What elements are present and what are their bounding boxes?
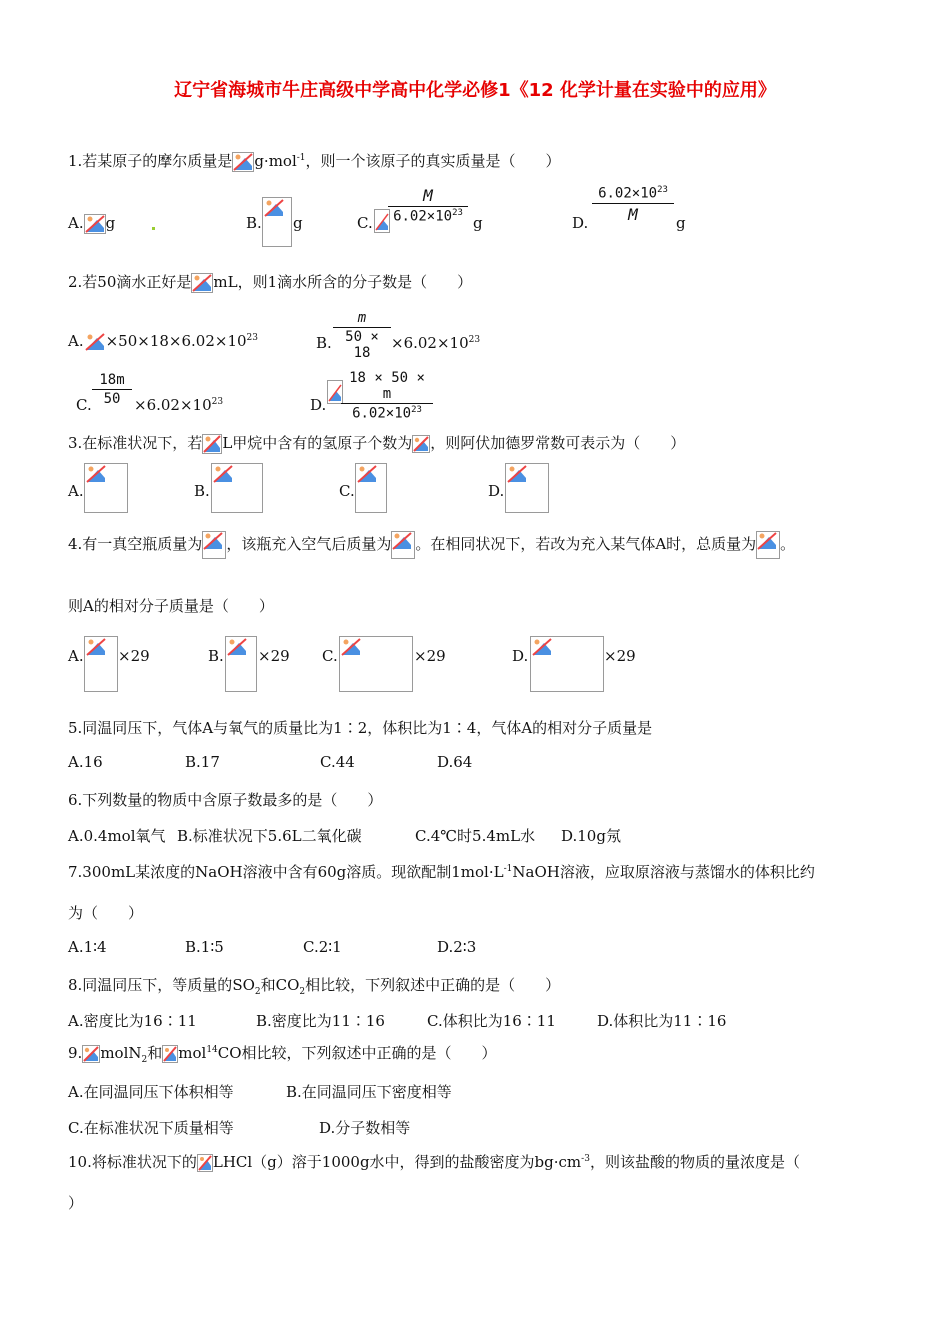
q7-option-a: A.1∶4 bbox=[68, 938, 107, 956]
q1-option-c-fraction: $\frac{M}{6.02\times 10^{23}}$ bbox=[388, 186, 468, 225]
q5-option-c: C.44 bbox=[320, 753, 355, 771]
q9-option-c: C.在标准状况下质量相等 bbox=[68, 1119, 234, 1137]
q1-option-c-unit: g bbox=[473, 214, 483, 232]
q4-option-d-label: D. bbox=[512, 647, 529, 665]
q2-option-b-fraction: $\frac{m}{50 \times 18}$ bbox=[333, 310, 391, 361]
q4-option-c-suffix: ×29 bbox=[414, 647, 446, 665]
q4-option-d-suffix: ×29 bbox=[604, 647, 636, 665]
formula-image-icon bbox=[232, 152, 254, 172]
question-8-stem: 8.同温同压下，等质量的$SO_2$和$CO_2$相比较，下列叙述中正确的是（ ） bbox=[68, 976, 561, 997]
q6-option-b: B.标准状况下5.6L二氧化碳 bbox=[177, 827, 362, 845]
q5-option-a: A.16 bbox=[68, 753, 103, 771]
q3-option-a-label: A. bbox=[68, 482, 84, 500]
question-5-stem: 5.同温同压下，气体A与氧气的质量比为1∶2，体积比为1∶4，气体A的相对分子质量是 bbox=[68, 719, 653, 737]
q5-option-d: D.64 bbox=[437, 753, 473, 771]
q8-option-b: B.密度比为11∶16 bbox=[256, 1012, 385, 1030]
q2-option-a: A. $\times 50\times 18\times 6.02\times 10^{23}$ bbox=[68, 332, 258, 350]
formula-image-icon bbox=[197, 1154, 213, 1172]
formula-image-icon bbox=[162, 1045, 178, 1063]
question-3-stem: 3.在标准状况下，若 L甲烷中含有的氢原子个数为 ，则阿伏加德罗常数可表示为（ ） bbox=[68, 434, 686, 452]
q7-option-d: D.2∶3 bbox=[437, 938, 477, 956]
question-6-stem: 6.下列数量的物质中含原子数最多的是（ ） bbox=[68, 791, 383, 809]
q2-option-c-fraction: $\frac{18m}{50}$ bbox=[92, 372, 132, 407]
question-7-stem: 7.300mL某浓度的NaOH溶液中含有60g溶质。现欲配制$1mol\cdot L^{-1}NaOH$溶液，应取原溶液与蒸馏水的体积比约 bbox=[68, 863, 815, 881]
formula-image-icon bbox=[506, 464, 528, 484]
q4-option-a-suffix: ×29 bbox=[118, 647, 150, 665]
q3-option-c-label: C. bbox=[339, 482, 355, 500]
q8-option-a: A.密度比为16∶11 bbox=[68, 1012, 197, 1030]
formula-image-icon bbox=[391, 531, 415, 559]
q2-option-c-label: C. bbox=[76, 396, 92, 414]
q2-option-d-fraction: $\frac{18 \times 50 \times m}{6.02\times 10^{23}}$ bbox=[341, 370, 433, 422]
q9-option-d: D.分子数相等 bbox=[319, 1119, 411, 1137]
formula-image-icon bbox=[356, 464, 378, 484]
q3-option-d-label: D. bbox=[488, 482, 505, 500]
formula-image-icon bbox=[85, 464, 107, 484]
formula-image-icon bbox=[226, 637, 248, 657]
formula-image-icon bbox=[263, 198, 285, 218]
q1-option-c-label: C. bbox=[357, 214, 373, 232]
document-title: 辽宁省海城市牛庄高级中学高中化学必修1《12 化学计量在实验中的应用》 bbox=[174, 80, 776, 101]
q9-option-b: B.在同温同压下密度相等 bbox=[286, 1083, 452, 1101]
q4-option-b-image bbox=[225, 636, 257, 692]
q3-option-a-image bbox=[84, 463, 128, 513]
q6-option-a: A.0.4mol氧气 bbox=[68, 827, 166, 845]
stray-dot bbox=[152, 227, 155, 230]
formula-image-icon bbox=[756, 531, 780, 559]
q2-option-d-label: D. bbox=[310, 396, 327, 414]
q1-option-d-label: D. bbox=[572, 214, 589, 232]
q9-option-a: A.在同温同压下体积相等 bbox=[68, 1083, 234, 1101]
q2-option-b-text: $\times 6.02\times 10^{23}$ bbox=[391, 334, 481, 352]
question-2-stem: 2.若50滴水正好是 mL，则1滴水所含的分子数是（ ） bbox=[68, 273, 473, 291]
question-9-stem: 9. molN$_2$和 mol$^{14}$CO相比较，下列叙述中正确的是（ ） bbox=[68, 1044, 497, 1065]
q4-option-a-image bbox=[84, 636, 118, 692]
q3-option-b-label: B. bbox=[194, 482, 210, 500]
q3-option-d-image bbox=[505, 463, 549, 513]
q4-option-d-image bbox=[530, 636, 604, 692]
q1-option-b-unit: g bbox=[293, 214, 303, 232]
formula-image-icon bbox=[82, 1045, 100, 1063]
question-4-stem-line2: 则A的相对分子质量是（ ） bbox=[68, 597, 274, 615]
formula-image-icon bbox=[202, 531, 226, 559]
formula-image-icon bbox=[340, 637, 362, 657]
question-4-stem: 4.有一真空瓶质量为 ，该瓶充入空气后质量为 。在相同状况下，若改为充入某气体A时，总质量为 。 bbox=[68, 531, 795, 559]
q1-option-d-fraction: $\frac{6.02\times 10^{23}}{M}$ bbox=[592, 185, 674, 224]
q4-option-c-image bbox=[339, 636, 413, 692]
formula-image-icon bbox=[191, 273, 213, 293]
formula-image-icon bbox=[531, 637, 553, 657]
formula-image-icon bbox=[212, 464, 234, 484]
q4-option-c-label: C. bbox=[322, 647, 338, 665]
q1-option-d-unit: g bbox=[676, 214, 686, 232]
question-10-stem: 10.将标准状况下的 LHCl（g）溶于1000g水中，得到的盐酸密度为$bg\cdot cm^{-3}$，则该盐酸的物质的量浓度是（ bbox=[68, 1153, 800, 1171]
formula-image-icon bbox=[85, 637, 107, 657]
formula-image-icon bbox=[412, 435, 430, 453]
q1-option-b-label: B. bbox=[246, 214, 262, 232]
question-1-stem: 1.若某原子的摩尔质量是 g·mol$^{-1}$，则一个该原子的真实质量是（ ） bbox=[68, 152, 561, 170]
q7-option-c: C.2∶1 bbox=[303, 938, 342, 956]
q7-option-b: B.1∶5 bbox=[185, 938, 224, 956]
q8-option-c: C.体积比为16∶11 bbox=[427, 1012, 556, 1030]
q6-option-d: D.10g氖 bbox=[561, 827, 621, 845]
q4-option-a-label: A. bbox=[68, 647, 84, 665]
formula-image-icon bbox=[202, 434, 222, 454]
q3-option-b-image bbox=[211, 463, 263, 513]
q4-option-b-label: B. bbox=[208, 647, 224, 665]
formula-image-icon bbox=[84, 332, 106, 352]
q1-option-b-image bbox=[262, 197, 292, 247]
formula-image-icon bbox=[84, 214, 106, 234]
question-7-stem-line2: 为（ ） bbox=[68, 904, 144, 922]
q3-option-c-image bbox=[355, 463, 387, 513]
q2-option-b-label: B. bbox=[316, 334, 332, 352]
q8-option-d: D.体积比为11∶16 bbox=[597, 1012, 727, 1030]
question-10-stem-line2: ） bbox=[68, 1194, 84, 1212]
q6-option-c: C.4℃时5.4mL水 bbox=[415, 827, 536, 845]
q5-option-b: B.17 bbox=[185, 753, 220, 771]
q2-option-c-text: $\times 6.02\times 10^{23}$ bbox=[134, 396, 224, 414]
q1-option-a: A. g bbox=[68, 214, 116, 232]
q4-option-b-suffix: ×29 bbox=[258, 647, 290, 665]
